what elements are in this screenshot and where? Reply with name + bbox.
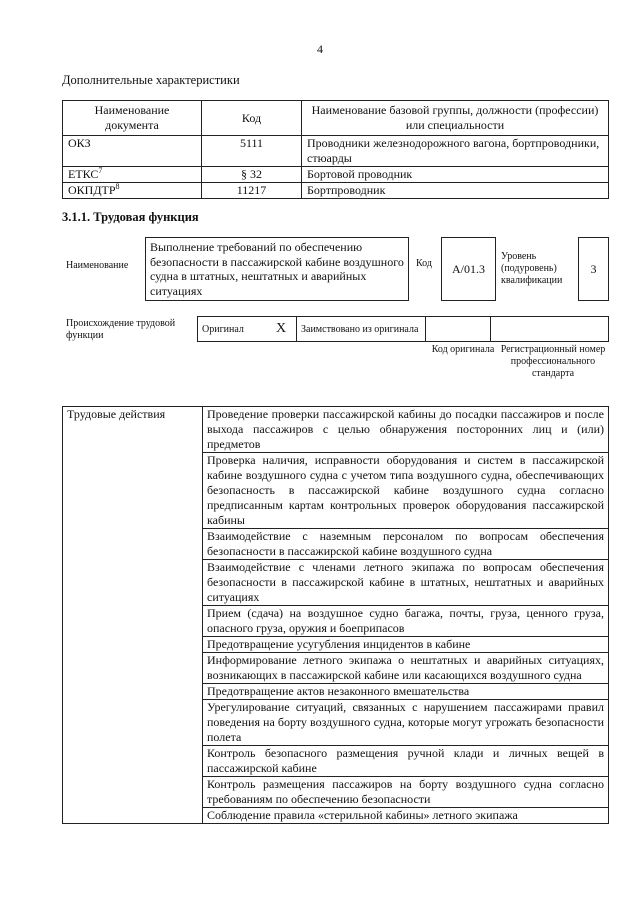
doc-name: ЕТКС <box>68 167 99 181</box>
name-label: Наименование <box>66 260 129 271</box>
header-document: Наименование документа <box>63 101 202 136</box>
original-mark: X <box>275 321 287 336</box>
group-name-cell: Бортовой проводник <box>302 167 609 183</box>
section-title: Дополнительные характеристики <box>62 73 240 87</box>
action-item: Предотвращение усугубления инцидентов в кабине <box>203 637 609 653</box>
action-item: Соблюдение правила «стерильной кабины» летного экипажа <box>203 808 609 824</box>
action-item: Взаимодействие с наземным персоналом по вопросам обеспечения безопасности в пассажирской кабине воздушного судна <box>203 529 609 560</box>
action-item: Информирование летного экипажа о нештатных и аварийных ситуациях, возникающих в пассажирской кабине или касающихся воздушного судна <box>203 653 609 684</box>
function-code: A/01.3 <box>452 261 485 276</box>
doc-cell <box>63 167 202 183</box>
table-row <box>63 136 609 167</box>
reg-number-cell <box>491 317 609 342</box>
header-group-name: Наименование базовой группы, должности (профессии) или специальности <box>302 101 609 136</box>
table-row <box>63 167 609 183</box>
original-mark-cell <box>266 317 297 342</box>
function-code-box <box>441 237 496 301</box>
labor-actions-table <box>62 406 609 824</box>
code-original-caption: Код оригинала <box>431 344 495 355</box>
level-value: 3 <box>590 261 597 276</box>
origin-table <box>197 316 609 342</box>
group-name-cell: Проводники железнодорожного вагона, бортпроводники, стюарды <box>302 136 609 167</box>
action-item: Урегулирование ситуаций, связанных с нарушением пассажирами правил поведения на борту воздушного судна, которые могут угрожать безопасности полета <box>203 700 609 746</box>
action-item: Взаимодействие с членами летного экипажа по вопросам обеспечения безопасности в пассажирской кабине в штатных, нештатных и аварийных ситуациях <box>203 560 609 606</box>
function-name-box: Выполнение требований по обеспечению безопасности в пассажирской кабине воздушного судна в штатных, нештатных и аварийных ситуациях <box>145 237 409 301</box>
code-label: Код <box>416 258 432 269</box>
function-title: 3.1.1. Трудовая функция <box>62 210 199 224</box>
action-item: Контроль безопасного размещения ручной клади и личных вещей в пассажирской кабине <box>203 746 609 777</box>
level-box <box>578 237 609 301</box>
table-row <box>63 407 609 453</box>
doc-name: ОКЗ <box>68 136 91 150</box>
header-code: Код <box>202 101 302 136</box>
borrowed-label: Заимствовано из оригинала <box>297 317 426 342</box>
original-code-cell <box>426 317 491 342</box>
level-label: Уровень (подуровень) квалификации <box>501 251 563 286</box>
table-header-row <box>63 101 609 136</box>
code-cell: § 32 <box>202 167 302 183</box>
footnote-ref: 8 <box>115 182 120 191</box>
page-number: 4 <box>317 42 323 56</box>
group-name-cell: Бортпроводник <box>302 183 609 199</box>
action-item: Прием (сдача) на воздушное судно багажа, почты, груза, ценного груза, опасного груза, оружия и боеприпасов <box>203 606 609 637</box>
footnote-ref: 7 <box>98 166 103 175</box>
action-item: Проверка наличия, исправности оборудования и систем в пассажирской кабине воздушного судна с учетом типа воздушного судна, обеспечивающих безопасность в пассажирской кабине воздушного судна согласно предписанным картам контрольных проверок оборудования пассажирской кабины <box>203 453 609 529</box>
action-item: Контроль размещения пассажиров на борту воздушного судна согласно требованиям по обеспечению безопасности <box>203 777 609 808</box>
doc-name: ОКПДТР <box>68 183 116 197</box>
doc-cell <box>63 136 202 167</box>
action-item: Проведение проверки пассажирской кабины до посадки пассажиров и после выхода пассажиров с целью обнаружения посторонних лиц и (или) предметов <box>203 407 609 453</box>
action-item: Предотвращение актов незаконного вмешательства <box>203 684 609 700</box>
doc-cell <box>63 183 202 199</box>
code-cell: 11217 <box>202 183 302 199</box>
table-row <box>63 183 609 199</box>
characteristics-table <box>62 100 609 199</box>
reg-number-caption: Регистрационный номер профессионального стандарта <box>500 344 606 379</box>
original-label: Оригинал <box>198 317 267 342</box>
actions-label: Трудовые действия <box>63 407 203 824</box>
origin-label: Происхождение трудовой функции <box>66 318 176 341</box>
code-cell: 5111 <box>202 136 302 167</box>
